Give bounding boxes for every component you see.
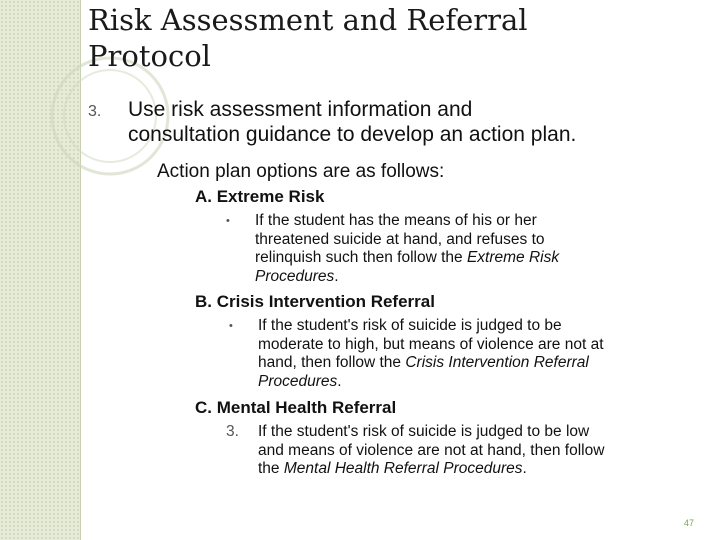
option-b-line-1: If the student's risk of suicide is judged to be <box>258 317 562 334</box>
option-c-line-1: If the student's risk of suicide is judged to be low <box>258 423 590 440</box>
option-a-line-3: relinquish such then follow the <box>255 249 467 266</box>
option-a-end: . <box>334 267 339 285</box>
option-c-end: . <box>522 460 527 477</box>
slide-title <box>88 2 608 74</box>
action-plan-intro: Action plan options are as follows: <box>157 161 445 182</box>
option-b-line-3: hand, then follow the <box>258 354 406 371</box>
item-text-line-1: Use risk assessment information and <box>128 98 473 121</box>
numbered-item-3 <box>88 97 688 147</box>
number-marker: 3. <box>226 423 239 440</box>
option-b-italic-line: Procedures <box>258 372 338 390</box>
option-c-line-2: and means of violence are not at hand, then follow <box>258 441 605 459</box>
option-b-italic: Crisis Intervention Referral <box>405 354 589 371</box>
option-b-heading: B. Crisis Intervention Referral <box>195 292 435 311</box>
option-c-text <box>226 423 605 479</box>
bullet-marker: • <box>226 215 230 227</box>
option-b-line-2: moderate to high, but means of violence are not at <box>258 335 604 353</box>
title-line-2: Protocol <box>88 39 211 73</box>
title-line-1: Risk Assessment and Referral <box>88 3 528 37</box>
option-b-end: . <box>337 372 342 390</box>
option-a-heading: A. Extreme Risk <box>195 187 325 206</box>
option-a-italic: Extreme Risk <box>466 249 560 266</box>
option-b-text <box>229 317 604 391</box>
bullet-marker: • <box>229 320 233 332</box>
item-number: 3. <box>88 103 102 120</box>
option-a-text <box>226 212 560 286</box>
option-c-heading: C. Mental Health Referral <box>195 398 397 417</box>
option-a-line-1: If the student has the means of his or her <box>255 212 537 229</box>
option-a-italic-line: Procedures <box>255 267 335 285</box>
page-number: 47 <box>684 518 695 528</box>
option-c-line-3: the <box>258 460 284 477</box>
option-c-italic: Mental Health Referral Procedures <box>283 460 523 477</box>
item-text-line-2: consultation guidance to develop an action plan. <box>128 123 577 146</box>
option-a-line-2: threatened suicide at hand, and refuses to <box>255 230 545 248</box>
